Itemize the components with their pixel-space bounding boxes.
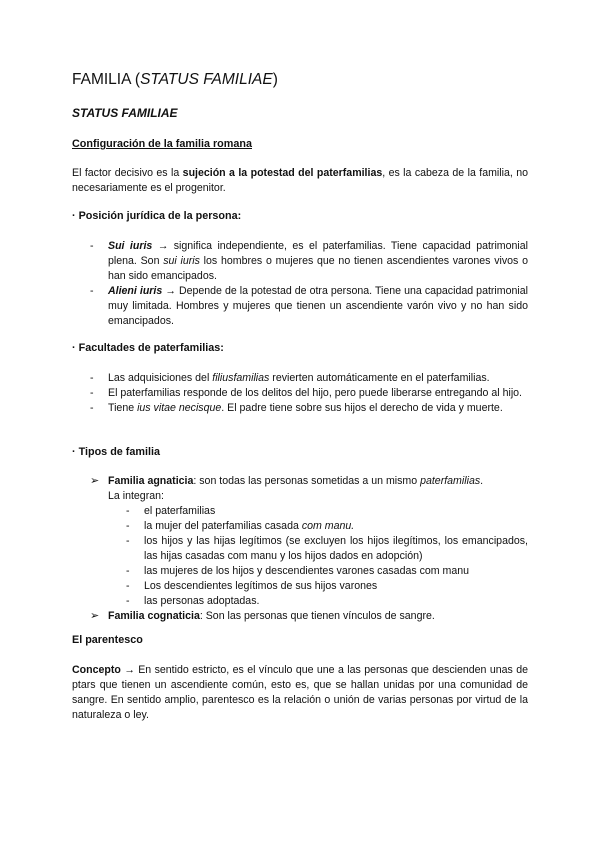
heading-posicion: · Posición jurídica de la persona: [72, 210, 242, 222]
item-text: Familia agnaticia: son todas las personas sometidas a un mismo paterfamilias. [108, 475, 484, 487]
item-text: las mujeres de los hijos y descendientes varones casadas com manu [144, 565, 470, 577]
paragraph-configuracion: El factor decisivo es la sujeción a la potestad del paterfamilias, es la cabeza de la familia, no necesariamente es el progenitor. [72, 167, 528, 194]
list-facultades [90, 371, 528, 416]
list-item [126, 519, 528, 534]
item-text: Familia cognaticia: Son las personas que tienen vínculos de sangre. [108, 610, 435, 622]
dash-bullet: - [126, 565, 130, 577]
list-item [90, 239, 528, 284]
dash-bullet: - [90, 387, 94, 399]
list-item [126, 534, 528, 564]
item-text: Tiene ius vitae necisque. El padre tiene sobre sus hijos el derecho de vida y muerte. [108, 402, 503, 414]
heading-tipos: · Tipos de familia [72, 446, 160, 458]
tipo-agnaticia [90, 474, 528, 609]
dash-bullet: - [126, 505, 130, 517]
dash-bullet: - [90, 402, 94, 414]
list-item [90, 284, 528, 329]
list-item [126, 594, 528, 609]
heading-configuracion: Configuración de la familia romana [72, 138, 252, 150]
arrow-bullet-icon: ➢ [90, 475, 100, 487]
dash-bullet: - [126, 580, 130, 592]
heading-facultades: · Facultades de paterfamilias: [72, 342, 224, 354]
list-posicion [90, 239, 528, 329]
page-title: FAMILIA (STATUS FAMILIAE) [72, 71, 278, 88]
dash-bullet: - [126, 520, 130, 532]
arrow-bullet-icon: ➢ [90, 610, 100, 622]
item-text: Las adquisiciones del filiusfamilias revierten automáticamente en el paterfamilias. [108, 372, 490, 384]
list-item [126, 564, 528, 579]
item-text: la mujer del paterfamilias casada com manu. [144, 520, 355, 532]
item-text: Sui iuris → significa independiente, es el paterfamilias. Tiene capacidad patrimonial plena. Son sui iuris los hombres o mujeres que no tienen ascendientes varones vivos o han sido emancipados. [108, 240, 529, 282]
item-text: Alieni iuris → Depende de la potestad de otra persona. Tiene una capacidad patrimonial muy limitada. Hombres y mujeres que tienen un ascendiente varón vivo y no han sido emancipados. [108, 285, 528, 327]
dash-bullet: - [90, 240, 94, 252]
dash-bullet: - [90, 372, 94, 384]
sublist-integrantes [126, 504, 528, 609]
heading-parentesco: El parentesco [72, 634, 143, 646]
integran-label: La integran: [108, 490, 164, 502]
item-text: los hijos y las hijas legítimos (se excluyen los hijos ilegítimos, los emancipados, las hijas casadas com manu y los hijos dados en adopción) [144, 535, 528, 562]
section-subtitle: STATUS FAMILIAE [72, 106, 178, 120]
list-tipos [90, 474, 528, 624]
tipo-cognaticia [90, 609, 528, 624]
item-text: El paterfamilias responde de los delitos del hijo, pero puede liberarse entregando al hijo. [108, 387, 523, 399]
dash-bullet: - [126, 535, 130, 547]
paragraph-parentesco: Concepto → En sentido estricto, es el vínculo que une a las personas que descienden unas de ptars que tienen un ascendiente común, esto es, que se hallan unidas por una comunidad de sangre. En sentido amplio, parentesco es la relación o unión de varias personas por virtud de la naturaleza o ley. [72, 664, 528, 721]
list-item [90, 386, 528, 401]
item-text: Los descendientes legítimos de sus hijos varones [144, 580, 378, 592]
list-item [126, 504, 528, 519]
dash-bullet: - [126, 595, 130, 607]
item-text: las personas adoptadas. [144, 595, 260, 607]
list-item [90, 371, 528, 386]
item-text: el paterfamilias [144, 505, 216, 517]
list-item [90, 401, 528, 416]
list-item [126, 579, 528, 594]
dash-bullet: - [90, 285, 94, 297]
